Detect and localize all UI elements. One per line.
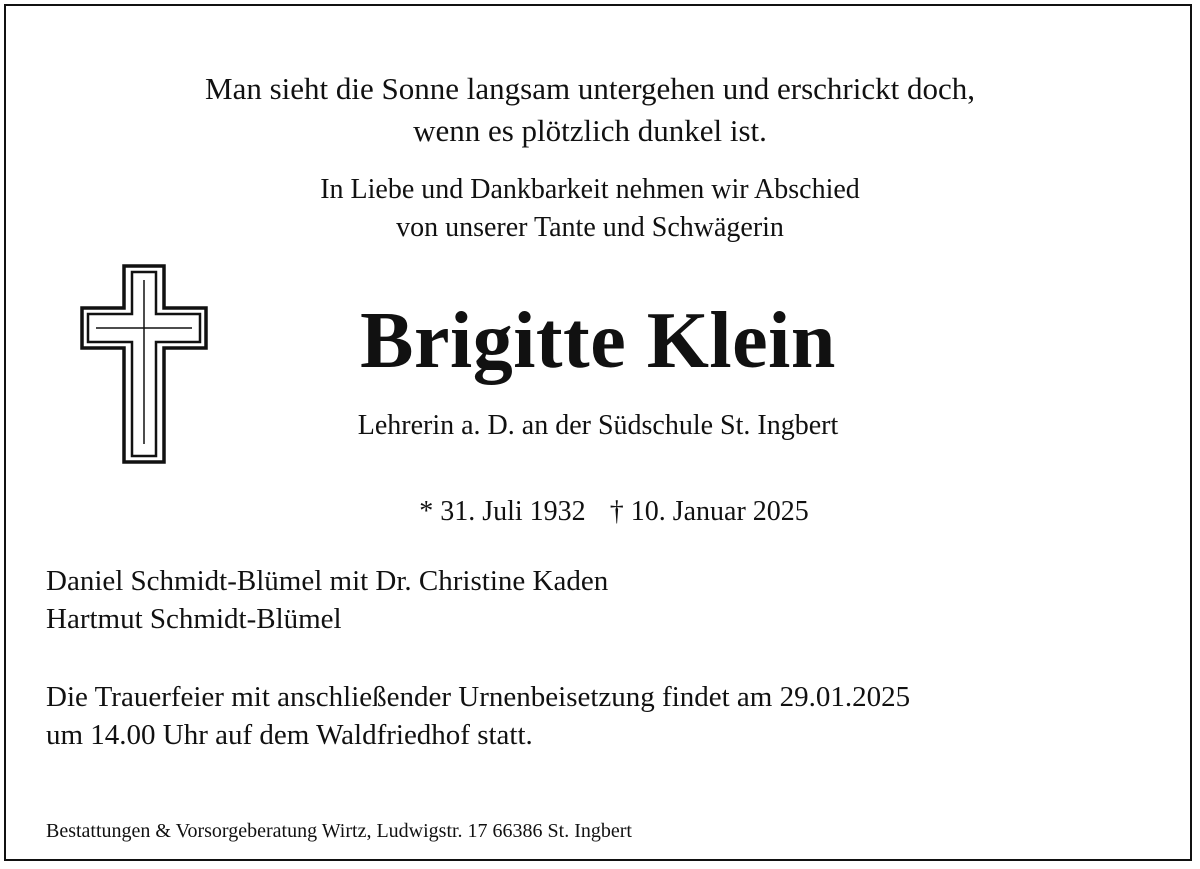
motto-line-2: wenn es plötzlich dunkel ist. — [413, 113, 767, 148]
death-date: † 10. Januar 2025 — [609, 496, 809, 527]
deceased-name: Brigitte Klein — [360, 297, 836, 385]
birth-date: * 31. Juli 1932 — [419, 496, 586, 527]
funeral-home-footer: Bestattungen & Vorsorgeberatung Wirtz, Ludwigstr. 17 66386 St. Ingbert — [46, 820, 632, 842]
intro-line-1: In Liebe und Dankbarkeit nehmen wir Abschied — [320, 174, 860, 205]
life-dates — [22, 494, 1200, 530]
mourner-2: Hartmut Schmidt-Blümel — [46, 603, 342, 635]
motto-line-1: Man sieht die Sonne langsam untergehen und erschrickt doch, — [205, 71, 975, 106]
service-line-1: Die Trauerfeier mit anschließender Urnenbeisetzung findet am 29.01.2025 — [46, 681, 911, 713]
mourner-1: Daniel Schmidt-Blümel mit Dr. Christine Kaden — [46, 565, 609, 597]
deceased-occupation: Lehrerin a. D. an der Südschule St. Ingbert — [357, 410, 839, 441]
intro-line-2: von unserer Tante und Schwägerin — [396, 212, 784, 243]
obituary-notice — [4, 4, 1192, 861]
service-line-2: um 14.00 Uhr auf dem Waldfriedhof statt. — [46, 719, 533, 751]
